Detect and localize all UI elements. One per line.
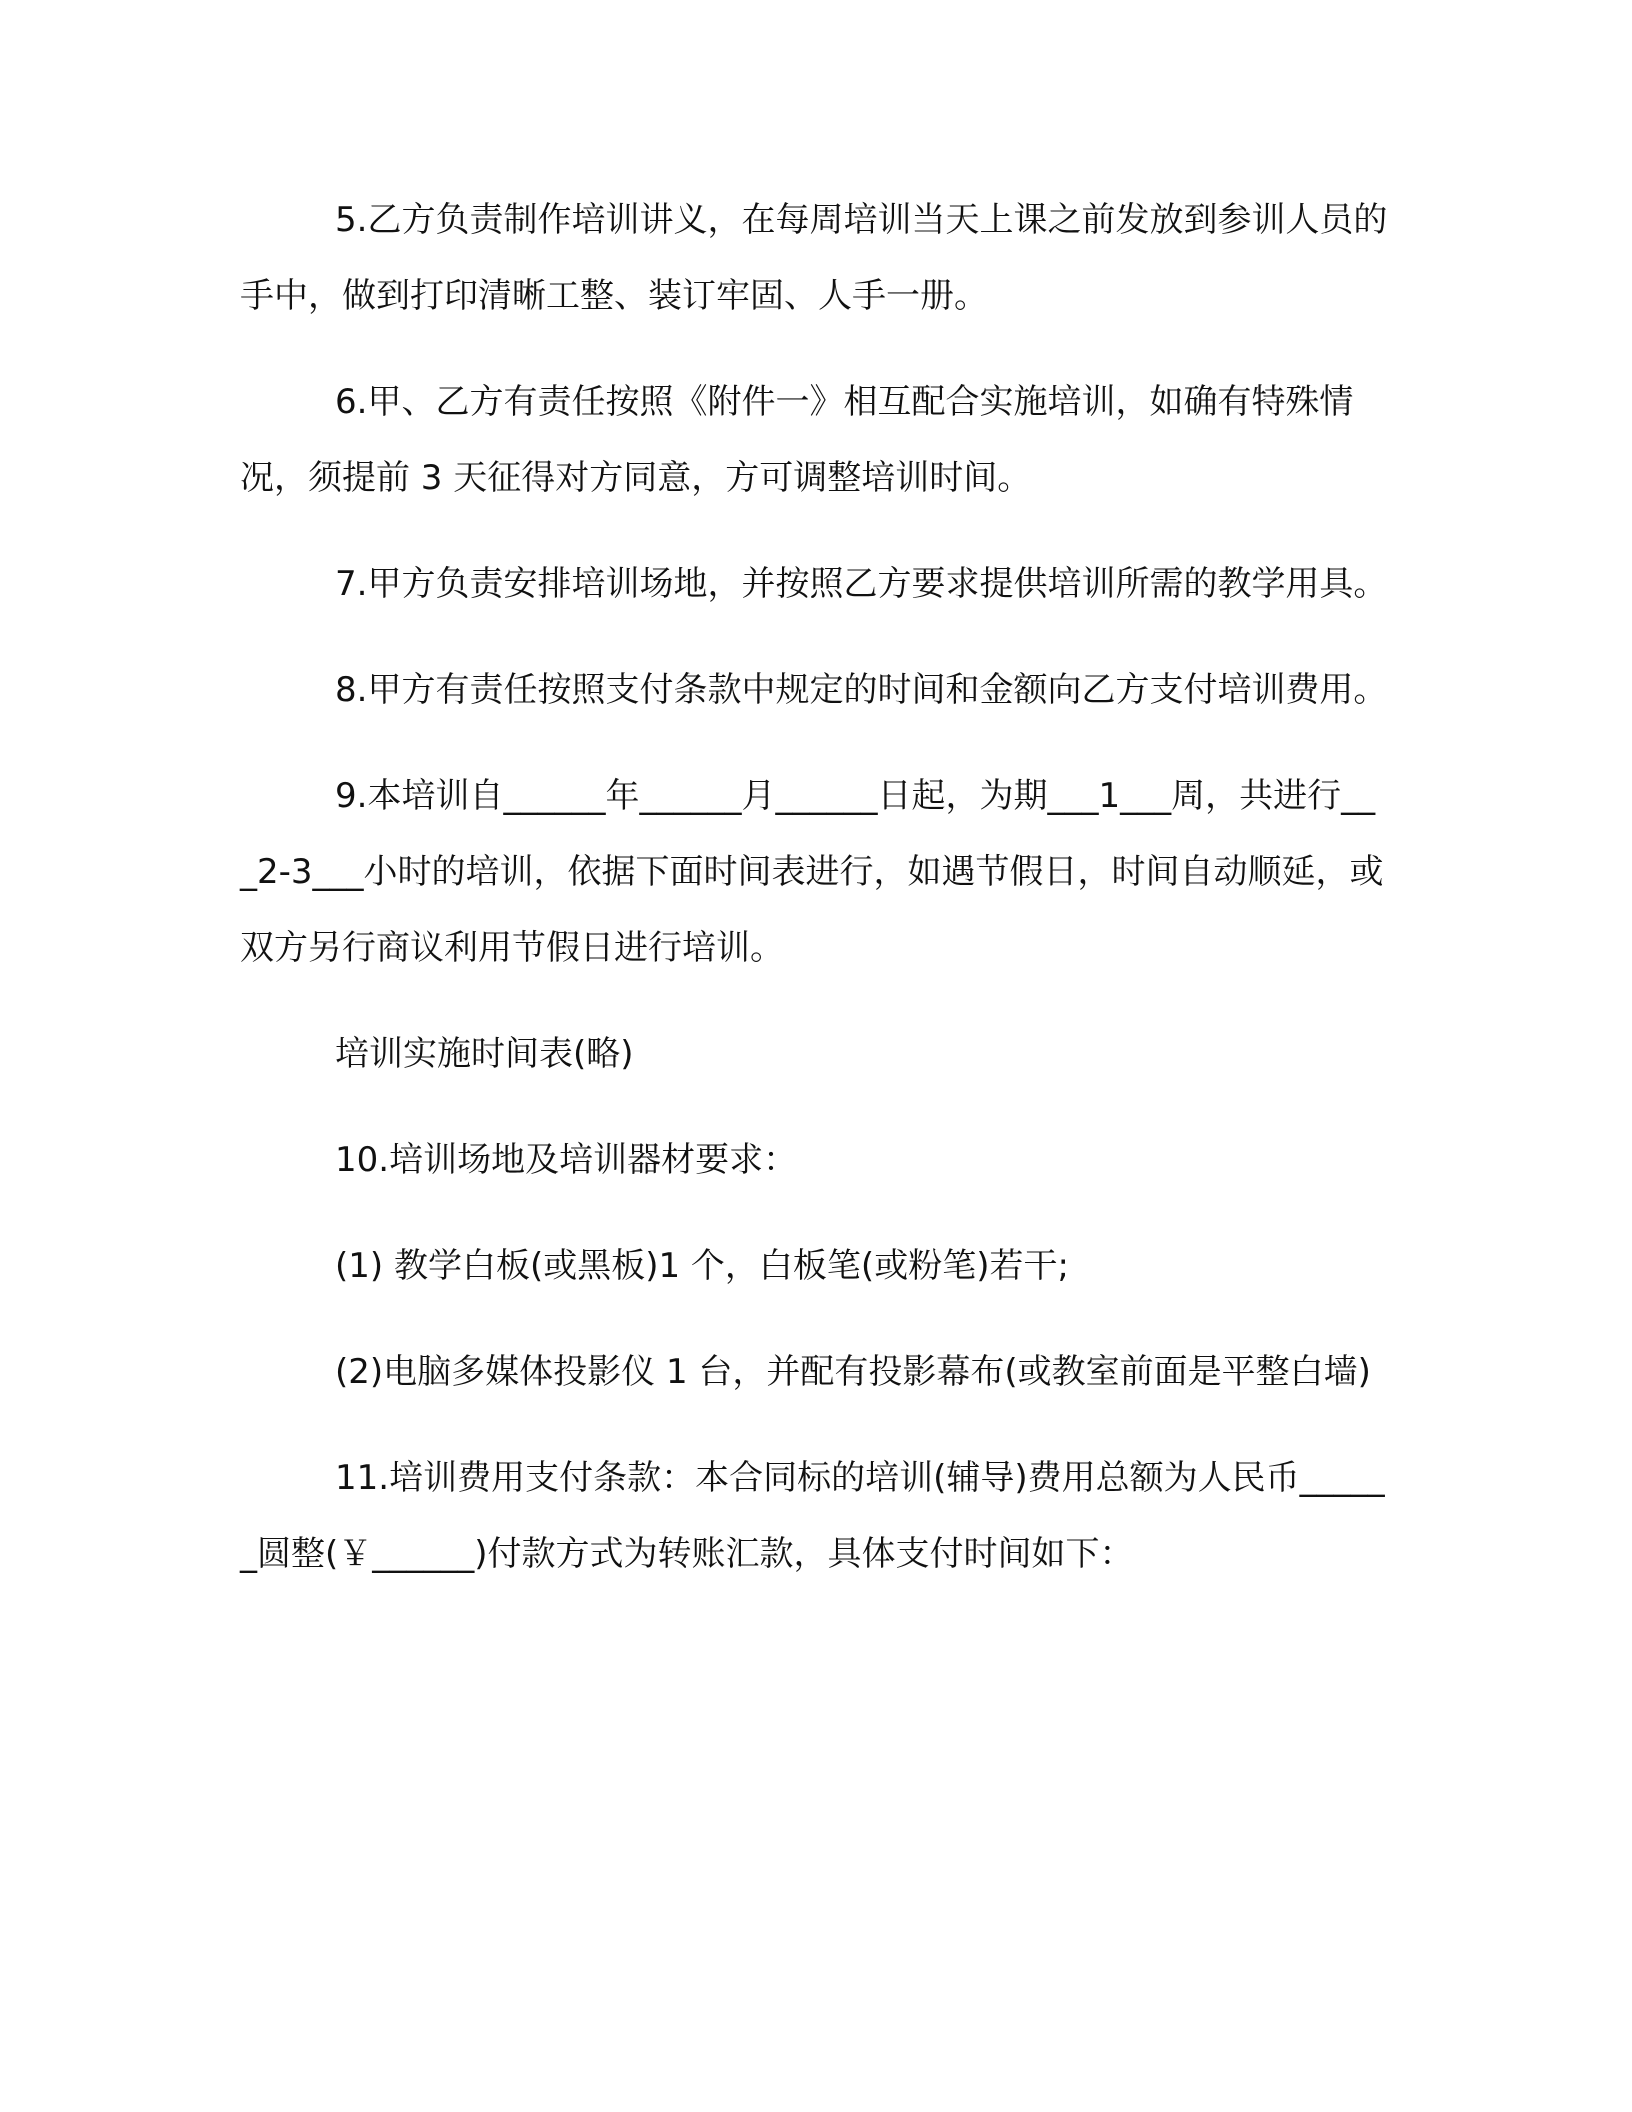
clause-8: 8.甲方有责任按照支付条款中规定的时间和金额向乙方支付培训费用。 [335, 670, 1388, 710]
clause-7: 7.甲方负责安排培训场地，并按照乙方要求提供培训所需的教学用具。 [335, 564, 1388, 604]
clause-10: 10.培训场地及培训器材要求： [335, 1140, 798, 1180]
clause-10-item-1: (1) 教学白板(或黑板)1 个，白板笔(或粉笔)若干; [335, 1246, 1069, 1286]
clause-11: 11.培训费用支付条款：本合同标的培训(辅导)费用总额为人民币______圆整(￥______)付款方式为转账汇款，具体支付时间如下： [240, 1458, 1385, 1574]
clause-6: 6.甲、乙方有责任按照《附件一》相互配合实施培训，如确有特殊情况，须提前 3 天征得对方同意，方可调整培训时间。 [240, 382, 1354, 498]
clause-5: 5.乙方负责制作培训讲义，在每周培训当天上课之前发放到参训人员的手中，做到打印清晰工整、装订牢固、人手一册。 [240, 200, 1388, 316]
clause-10-item-2: (2)电脑多媒体投影仪 1 台，并配有投影幕布(或教室前面是平整白墙) [335, 1352, 1371, 1392]
schedule-note: 培训实施时间表(略) [335, 1034, 634, 1074]
document-body [240, 182, 1390, 1592]
clause-9: 9.本培训自______年______月______日起，为期___1___周，共进行___2-3___小时的培训，依据下面时间表进行，如遇节假日，时间自动顺延，或双方另行商议利用节假日进行培训。 [240, 776, 1384, 968]
